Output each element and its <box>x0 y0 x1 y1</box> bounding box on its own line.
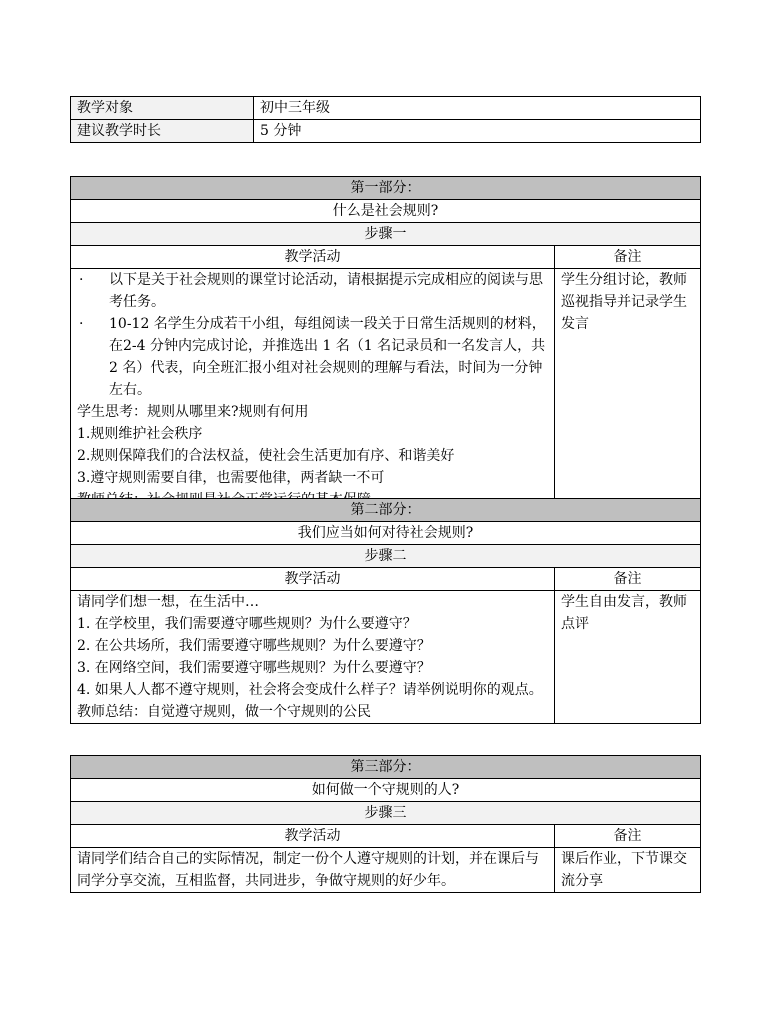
info-label: 建议教学时长 <box>71 120 254 143</box>
note-cell: 学生分组讨论，教师巡视指导并记录学生发言 <box>555 269 701 512</box>
section-step: 步骤三 <box>71 802 701 825</box>
activity-cell <box>71 591 555 724</box>
section-question: 如何做一个守规则的人? <box>71 779 701 802</box>
info-value: 初中三年级 <box>254 97 701 120</box>
bullet-icon: · <box>79 272 84 288</box>
activity-line: 2. 在公共场所，我们需要遵守哪些规则？为什么要遵守？ <box>77 638 431 654</box>
activity-line: 请同学们想一想，在生活中… <box>77 594 259 610</box>
list-item: · 以下是关于社会规则的课堂讨论活动，请根据提示完成相应的阅读与思考任务。 <box>77 269 548 313</box>
activity-cell <box>71 848 555 893</box>
column-header-activity: 教学活动 <box>71 246 555 269</box>
section-title: 第二部分： <box>71 499 701 522</box>
section-title: 第一部分： <box>71 177 701 200</box>
section-step: 步骤一 <box>71 223 701 246</box>
section-question: 什么是社会规则? <box>71 200 701 223</box>
section-title: 第三部分： <box>71 756 701 779</box>
activity-line: 2.规则保障我们的合法权益，使社会生活更加有序、和谐美好 <box>77 448 455 464</box>
section-3-table <box>70 755 701 893</box>
note-cell: 学生自由发言，教师点评 <box>555 591 701 724</box>
activity-line: 3.遵守规则需要自律，也需要他律，两者缺一不可 <box>77 470 385 486</box>
column-header-activity: 教学活动 <box>71 568 555 591</box>
section-1-table <box>70 176 701 512</box>
info-row-target <box>71 97 701 120</box>
activity-line: 1.规则维护社会秩序 <box>77 426 203 442</box>
column-header-note: 备注 <box>555 825 701 848</box>
list-item: · 10-12 名学生分成若干小组，每组阅读一段关于日常生活规则的材料，在2-4 分钟内完成讨论，并推选出 1 名（1 名记录员和一名发言人，共2 名）代表，向全班汇报小组对社会规则的理解与看法，时间为一分钟左右。 <box>77 313 548 401</box>
section-question: 我们应当如何对待社会规则? <box>71 522 701 545</box>
note-cell: 课后作业，下节课交流分享 <box>555 848 701 893</box>
activity-line: 学生思考：规则从哪里来?规则有何用 <box>77 404 309 420</box>
activity-line: 1. 在学校里，我们需要遵守哪些规则？为什么要遵守？ <box>77 616 417 632</box>
section-step: 步骤二 <box>71 545 701 568</box>
column-header-note: 备注 <box>555 568 701 591</box>
bullet-icon: · <box>79 316 84 332</box>
activity-cell <box>71 269 555 512</box>
activity-line: 教师总结：自觉遵守规则，做一个守规则的公民 <box>77 704 371 720</box>
info-row-duration <box>71 120 701 143</box>
activity-line: 4. 如果人人都不遵守规则，社会将会变成什么样子？请举例说明你的观点。 <box>77 682 543 698</box>
column-header-activity: 教学活动 <box>71 825 555 848</box>
info-table <box>70 96 701 143</box>
activity-line: 请同学们结合自己的实际情况，制定一份个人遵守规则的计划，并在课后与同学分享交流，互相监督，共同进步，争做守规则的好少年。 <box>77 851 539 889</box>
info-value: 5 分钟 <box>254 120 701 143</box>
section-2-table <box>70 498 701 724</box>
info-label: 教学对象 <box>71 97 254 120</box>
column-header-note: 备注 <box>555 246 701 269</box>
activity-line: 3. 在网络空间，我们需要遵守哪些规则？为什么要遵守？ <box>77 660 431 676</box>
